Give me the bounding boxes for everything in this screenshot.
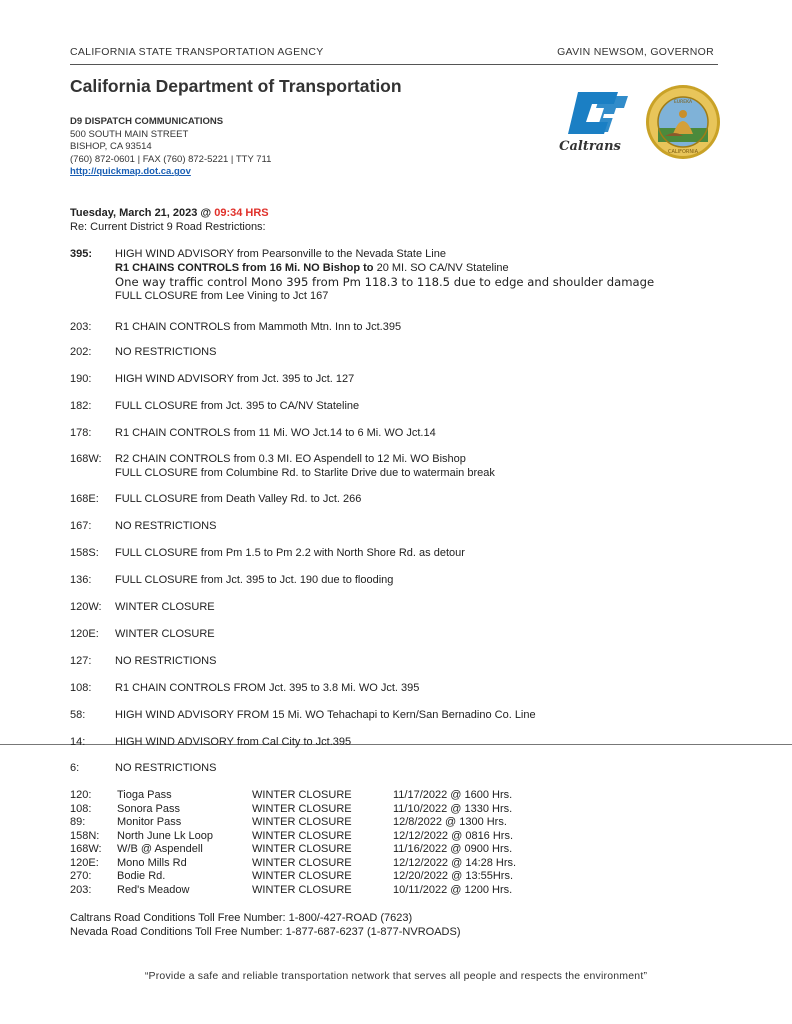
caltrans-wordmark: Caltrans <box>559 139 621 154</box>
closure-route: 270: <box>70 870 92 882</box>
closure-status: WINTER CLOSURE <box>252 870 352 882</box>
route-restriction: R1 CHAIN CONTROLS FROM Jct. 395 to 3.8 Mi. WO Jct. 395 <box>115 682 420 694</box>
office-city: BISHOP, CA 93514 <box>70 141 152 153</box>
route-number: 120E: <box>70 628 99 640</box>
route-restriction: NO RESTRICTIONS <box>115 762 217 774</box>
route-number: 6: <box>70 762 80 774</box>
mission-statement-footer: “Provide a safe and reliable transportation network that serves all people and respects the environment” <box>144 970 648 982</box>
closure-date: 11/17/2022 @ 1600 Hrs. <box>393 789 513 801</box>
route-number: 168W: <box>70 453 102 465</box>
report-subject: Re: Current District 9 Road Restrictions: <box>70 221 266 233</box>
route-restriction: NO RESTRICTIONS <box>115 655 217 667</box>
nevada-toll-number: Nevada Road Conditions Toll Free Number: 1-877-687-6237 (1-877-NVROADS) <box>70 925 461 938</box>
route-restriction: FULL CLOSURE from Death Valley Rd. to Jct. 266 <box>115 493 362 505</box>
route-restriction: FULL CLOSURE from Jct. 395 to CA/NV Stateline <box>115 400 360 412</box>
closure-route: 108: <box>70 802 92 815</box>
closure-route: 168W: <box>70 843 102 855</box>
closure-status: WINTER CLOSURE <box>252 802 352 815</box>
route-restriction: WINTER CLOSURE <box>115 601 215 613</box>
route-restriction: FULL CLOSURE from Columbine Rd. to Starlite Drive due to watermain break <box>115 466 495 479</box>
closure-date: 12/12/2022 @ 0816 Hrs. <box>393 829 514 842</box>
route-number: 127: <box>70 655 92 667</box>
closure-status: WINTER CLOSURE <box>252 816 352 828</box>
route-restriction: HIGH WIND ADVISORY from Pearsonville to the Nevada State Line <box>115 248 446 260</box>
route-restriction: NO RESTRICTIONS <box>115 346 217 358</box>
office-address-block <box>70 116 271 179</box>
route-number: 203: <box>70 321 92 333</box>
route-restriction: HIGH WIND ADVISORY FROM 15 Mi. WO Tehachapi to Kern/San Bernadino Co. Line <box>115 709 536 721</box>
route-number: 136: <box>70 574 92 586</box>
closure-place: Bodie Rd. <box>117 870 166 882</box>
route-number: 120W: <box>70 601 102 613</box>
route-number: 168E: <box>70 493 99 505</box>
report-date: Tuesday, March 21, 2023 @ <box>70 207 215 219</box>
route-number: 108: <box>70 682 92 694</box>
route-number: 395: <box>70 248 93 260</box>
route-restriction: One way traffic control Mono 395 from Pm 118.3 to 118.5 due to edge and shoulder damage <box>115 275 655 290</box>
department-title: California Department of Transportation <box>70 76 402 96</box>
office-street: 500 SOUTH MAIN STREET <box>70 128 189 140</box>
route-number: 14: <box>70 736 86 748</box>
closure-place: Red's Meadow <box>117 883 190 896</box>
closure-date: 10/11/2022 @ 1200 Hrs. <box>393 883 513 896</box>
closure-date: 12/20/2022 @ 13:55Hrs. <box>393 870 514 882</box>
closure-place: North June Lk Loop <box>117 829 214 842</box>
caltrans-toll-number: Caltrans Road Conditions Toll Free Number: 1-800/-427-ROAD (7623) <box>70 912 413 924</box>
report-dateline <box>70 207 269 219</box>
route-restriction: WINTER CLOSURE <box>115 628 215 640</box>
header-divider <box>70 64 718 65</box>
closure-route: 203: <box>70 883 92 896</box>
toll-free-numbers <box>70 912 461 939</box>
quickmap-link[interactable]: http://quickmap.dot.ca.gov <box>70 166 191 178</box>
route-number: 190: <box>70 373 92 385</box>
closure-status: WINTER CLOSURE <box>252 789 352 801</box>
office-phones: (760) 872-0601 | FAX (760) 872-5221 | TTY 711 <box>70 153 272 165</box>
route-number: 178: <box>70 427 92 439</box>
caltrans-logo <box>548 86 636 156</box>
closure-status: WINTER CLOSURE <box>252 843 352 855</box>
agency-name: CALIFORNIA STATE TRANSPORTATION AGENCY <box>70 46 324 58</box>
closure-place: Monitor Pass <box>117 816 182 828</box>
route-restriction: R2 CHAIN CONTROLS from 0.3 MI. EO Aspendell to 12 Mi. WO Bishop <box>115 453 466 465</box>
closure-place: Tioga Pass <box>117 789 172 801</box>
closure-place: W/B @ Aspendell <box>117 843 203 855</box>
closure-route: 120E: <box>70 856 99 869</box>
closure-status: WINTER CLOSURE <box>252 829 352 842</box>
office-name: D9 DISPATCH COMMUNICATIONS <box>70 116 224 127</box>
report-time: 09:34 HRS <box>214 207 269 219</box>
closure-place: Sonora Pass <box>117 802 180 815</box>
route-restriction: R1 CHAIN CONTROLS from Mammoth Mtn. Inn to Jct.395 <box>115 321 402 333</box>
closure-route: 89: <box>70 816 86 828</box>
california-seal <box>645 84 721 160</box>
route-restriction: R1 CHAINS CONTROLS from 16 Mi. NO Bishop to <box>115 261 377 274</box>
closure-date: 11/10/2022 @ 1330 Hrs. <box>393 802 513 815</box>
closure-status: WINTER CLOSURE <box>252 883 352 896</box>
seal-motto: EUREKA <box>673 100 693 105</box>
closure-route: 158N: <box>70 829 100 842</box>
route-number: 202: <box>70 346 92 358</box>
closure-status: WINTER CLOSURE <box>252 856 352 869</box>
closure-date: 12/8/2022 @ 1300 Hrs. <box>393 816 507 828</box>
closure-date: 12/12/2022 @ 14:28 Hrs. <box>393 856 517 869</box>
governor-name: GAVIN NEWSOM, GOVERNOR <box>557 46 714 58</box>
route-restriction: FULL CLOSURE from Jct. 395 to Jct. 190 due to flooding <box>115 574 394 586</box>
seal-bottom-text: CALIFORNIA <box>667 149 699 155</box>
route-restriction: 20 MI. SO CA/NV Stateline <box>376 261 509 274</box>
route-number: 58: <box>70 709 86 721</box>
route-restriction: HIGH WIND ADVISORY from Jct. 395 to Jct. 127 <box>115 373 355 385</box>
closure-place: Mono Mills Rd <box>117 856 187 869</box>
route-restriction: NO RESTRICTIONS <box>115 520 217 532</box>
route-restriction: R1 CHAIN CONTROLS from 11 Mi. WO Jct.14 to 6 Mi. WO Jct.14 <box>115 427 436 439</box>
route-number: 182: <box>70 400 92 412</box>
route-restriction: HIGH WIND ADVISORY from Cal City to Jct.395 <box>115 736 352 748</box>
route-restriction: FULL CLOSURE from Pm 1.5 to Pm 2.2 with North Shore Rd. as detour <box>115 547 465 559</box>
route-number: 158S: <box>70 547 99 559</box>
route-number: 167: <box>70 520 92 532</box>
route-restriction: FULL CLOSURE from Lee Vining to Jct 167 <box>115 290 329 303</box>
closure-date: 11/16/2022 @ 0900 Hrs. <box>393 843 513 855</box>
closure-route: 120: <box>70 789 92 801</box>
